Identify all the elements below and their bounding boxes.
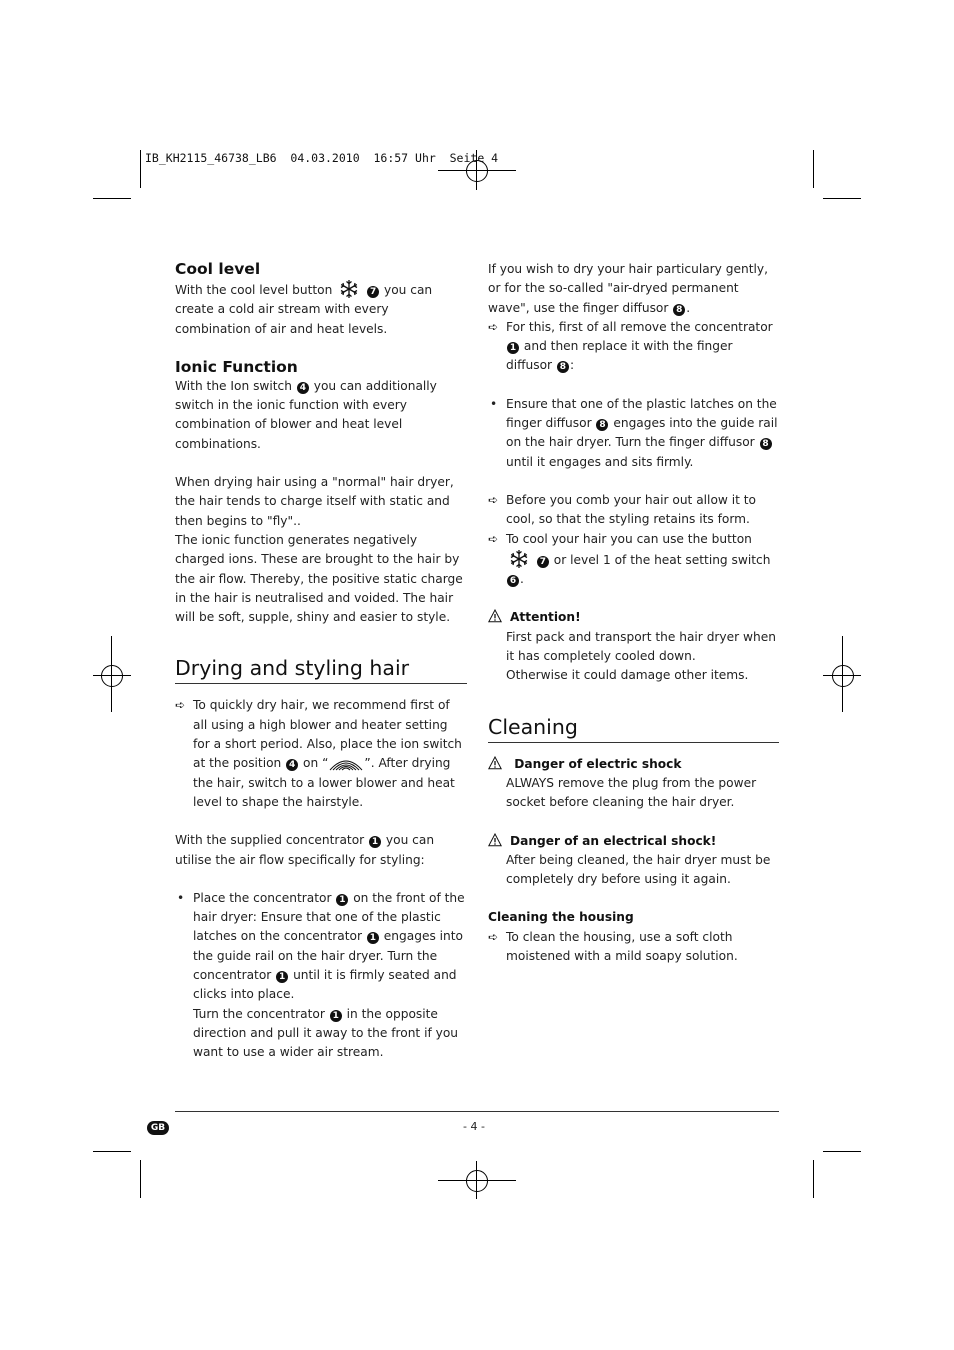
number-badge: 7: [537, 556, 549, 568]
step-item: ➪ To cool your hair you can use the button 7 or level 1 of the heat setting switch 6 .: [488, 531, 771, 587]
number-badge: 1: [336, 894, 348, 906]
bullet-icon: •: [490, 396, 498, 411]
number-badge: 8: [673, 304, 685, 316]
attention-text: Otherwise it could damage other items.: [506, 668, 749, 683]
number-badge: 8: [557, 361, 569, 373]
crop-mark: [813, 1160, 814, 1198]
arrow-icon: ➪: [488, 492, 499, 507]
cool-level-text: With the cool level button 7 you can create a cold air stream with every combination of air and heat levels.: [175, 279, 467, 339]
attention-text: First pack and transport the hair dryer when it has completely cooled down.: [506, 629, 776, 664]
right-column: [488, 260, 779, 966]
number-badge: 8: [596, 419, 608, 431]
bullet-item: • Place the concentrator 1 on the front of the hair dryer: Ensure that one of the plastic latches on the concentrator 1 engages into the guide rail on the hair dryer. Turn the concentrator 1 until it is firmly seated and clicks into place. Turn the concentrator 1 in the opposite direction and pull it away to the front if you want to use a wider air stream.: [177, 890, 465, 1060]
bullet-icon: •: [177, 890, 185, 905]
warning-icon: [488, 609, 502, 623]
step-item: ➪ For this, first of all remove the concentrator 1 and then replace it with the finger diffusor 8 :: [488, 319, 773, 373]
number-badge: 1: [276, 971, 288, 983]
number-badge: 1: [507, 342, 519, 354]
housing-title: Cleaning the housing: [488, 910, 634, 925]
finger-diffusor-intro: If you wish to dry your hair particulary gently, or for the so-called "air-dryed permanent wave", use the finger diffusor 8 .: [488, 262, 768, 315]
footer-rule: [175, 1111, 779, 1112]
number-badge: 4: [286, 759, 298, 771]
arrow-icon: ➪: [488, 929, 499, 944]
crop-mark: [140, 1160, 141, 1198]
danger-text: After being cleaned, the hair dryer must be completely dry before using it again.: [506, 852, 771, 887]
arrow-icon: ➪: [175, 698, 186, 713]
snowflake-icon: [339, 279, 359, 299]
number-badge: 1: [330, 1010, 342, 1022]
crop-mark: [823, 198, 861, 199]
cool-level-heading: Cool level: [175, 260, 261, 278]
crop-mark: [93, 1151, 131, 1152]
ionic-paragraph: When drying hair using a "normal" hair dryer, the hair tends to charge itself with static and then begins to "fly"..: [175, 475, 454, 528]
crop-mark: [813, 150, 814, 188]
number-badge: 1: [367, 932, 379, 944]
ion-wave-icon: [328, 755, 364, 771]
crop-mark: [93, 198, 131, 199]
drying-heading: Drying and styling hair: [175, 655, 467, 684]
attention-title: Attention!: [488, 608, 779, 627]
ionic-function-heading: Ionic Function: [175, 357, 298, 376]
warning-icon: [488, 833, 502, 847]
crop-mark: [140, 150, 141, 188]
registration-circle: [832, 665, 854, 687]
page-number: - 4 -: [463, 1120, 485, 1133]
number-badge: 6: [507, 575, 519, 587]
concentrator-text: With the supplied concentrator 1 you can utilise the air flow specifically for styling:: [175, 833, 435, 867]
number-badge: 8: [760, 438, 772, 450]
danger-title: Danger of an electrical shock!: [488, 832, 779, 851]
crop-mark: [823, 1151, 861, 1152]
registration-circle: [101, 665, 123, 687]
language-badge: GB: [147, 1121, 169, 1135]
step-item: ➪ Before you comb your hair out allow it to cool, so that the styling retains its form.: [488, 492, 757, 527]
left-column: [175, 259, 467, 1063]
ionic-paragraph: The ionic function generates negatively charged ions. These are brought to the hair by the air flow. Thereby, the positive static charge in the hair is neutralised and voided. The hair will be soft, supple, shiny and easier to style.: [175, 532, 463, 625]
ionic-text: With the Ion switch 4 you can additionally switch in the ionic function with every combination of blower and heat level combinations.: [175, 378, 437, 451]
step-item: ➪ To quickly dry hair, we recommend first of all using a high blower and heater setting for a short period. Also, place the ion switch at the position 4 on “ ”. After drying the hair, switch to a lower blower and heat level to shape the hairstyle.: [175, 698, 462, 809]
number-badge: 1: [369, 836, 381, 848]
arrow-icon: ➪: [488, 319, 499, 334]
cleaning-heading: Cleaning: [488, 714, 779, 743]
snowflake-icon: [509, 549, 529, 569]
print-slug: IB_KH2115_46738_LB6 04.03.2010 16:57 Uhr Seite 4: [145, 151, 499, 165]
number-badge: 4: [297, 382, 309, 394]
arrow-icon: ➪: [488, 531, 499, 546]
bullet-item: • Ensure that one of the plastic latches on the finger diffusor 8 engages into the guide rail on the hair dryer. Turn the finger diffusor 8 until it engages and sits firmly.: [490, 396, 778, 469]
number-badge: 7: [367, 286, 379, 298]
danger-text: ALWAYS remove the plug from the power socket before cleaning the hair dryer.: [506, 775, 757, 810]
danger-title: Danger of electric shock: [488, 755, 779, 774]
registration-circle: [466, 1170, 488, 1192]
warning-icon: [488, 756, 502, 770]
step-item: ➪ To clean the housing, use a soft cloth moistened with a mild soapy solution.: [488, 929, 738, 964]
